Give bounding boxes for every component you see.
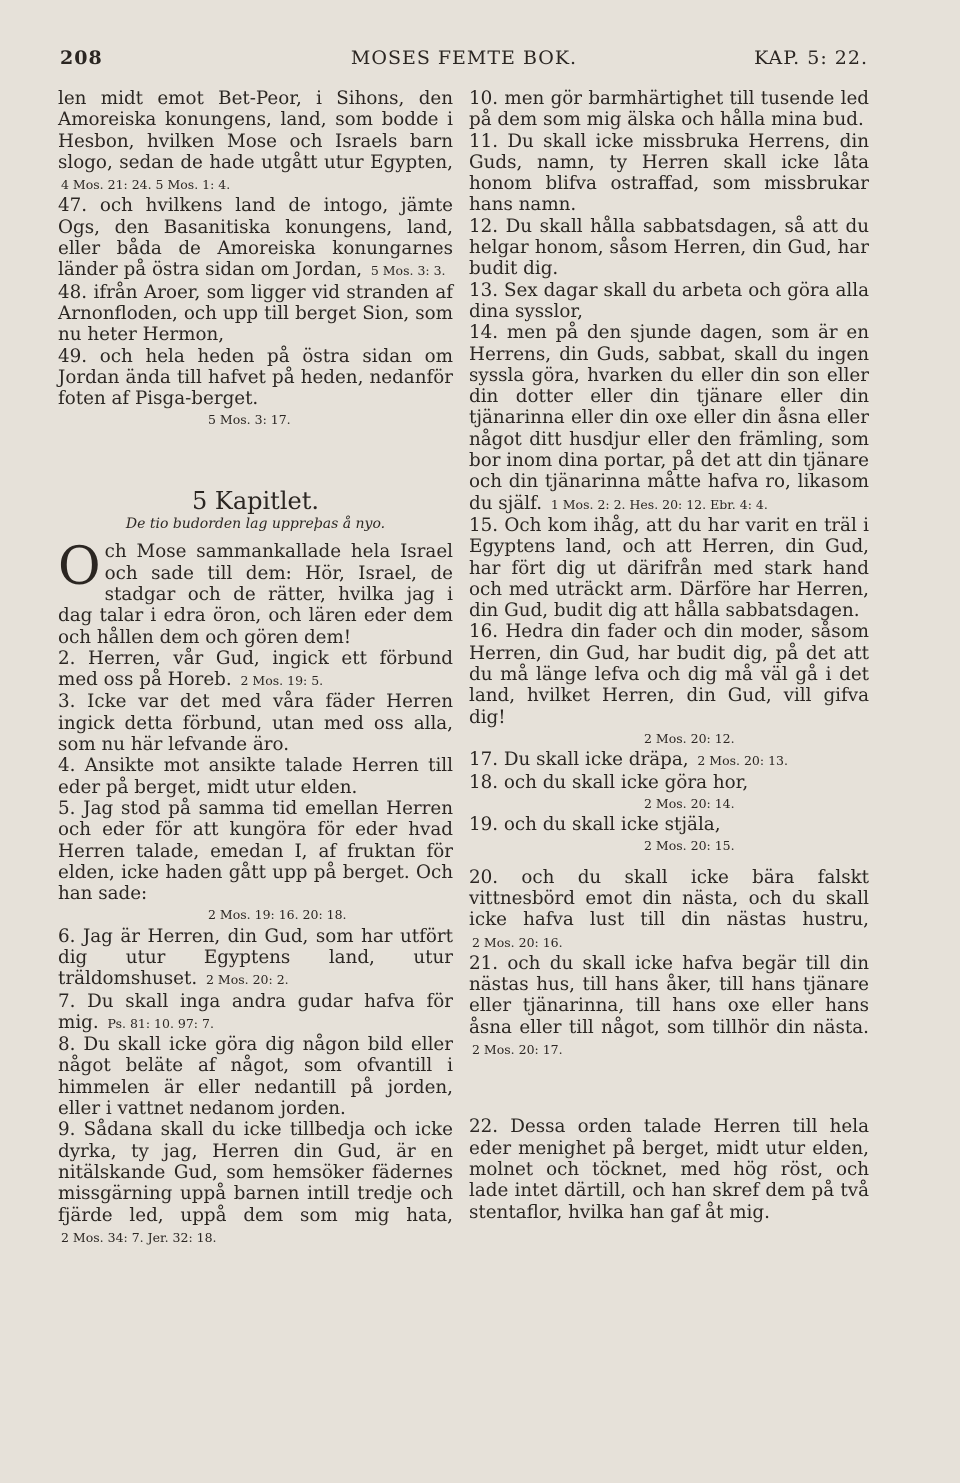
verse-15: 15. Och kom ihåg, att du har varit en träl i Egyptens land, och att Herren, din Gud, har fört dig ut därifrån med stark hand och med uträckt arm. Därföre har Herren, din Gud, budit dig att hålla sabbatsdagen.: [469, 514, 869, 622]
chapter-summary: De tio budorden lag uppreþas å nyo.: [125, 516, 386, 533]
verse-2: [58, 648, 453, 692]
verse-16: 16. Hedra din fader och din moder, såsom Herren, din Gud, har budit dig, på det att du må länge lefva och dig må väl gå i det land, hvilket Herren, din Gud, vill gifva dig!: [469, 621, 869, 728]
verse-48: 48. ifrån Aroer, som ligger vid stranden af Arnonfloden, och upp till berget Sion, som nu heter Hermon,: [58, 281, 453, 346]
verse-13: 13. Sex dagar skall du arbeta och göra alla dina sysslor,: [469, 279, 869, 322]
verse-1: [58, 537, 453, 648]
verse-10: 10. men gör barmhärtighet till tusende led på dem som mig älska och hålla mina bud.: [469, 88, 869, 131]
verse-text: len midt emot Bet-Peor, i Sihons, den Amoreiska konungens, land, som bodde i Hesbon, hvilken Mose och Israels barn slogo, sedan de hade utgått utur Egypten,: [58, 88, 453, 173]
verse-47: [58, 195, 453, 281]
verse-18: 18. och du skall icke göra hor,: [469, 771, 749, 793]
verse-21: [469, 953, 869, 1060]
verse-text: 17. Du skall icke dräpa,: [469, 749, 689, 771]
verse-text: 14. men på den sjunde dagen, som är en Herrens, din Guds, sabbat, skall du ingen syssla göra, hvarken du eller din son eller din dotter eller din tjänare eller din tjänarinna eller din oxe eller din åsna eller något ditt husdjur eller den främling, som bor inom dina portar, på det att din tjänare och din tjänarinna måtte hafva ro, likasom du själf.: [469, 322, 869, 514]
drop-cap: O: [58, 537, 101, 598]
verse-3: 3. Icke var det med våra fäder Herren ingick detta förbund, utan med oss alla, som nu här lefvande äro.: [58, 691, 453, 756]
cross-reference: 2 Mos. 20: 15.: [644, 838, 735, 854]
page-number: 208: [60, 47, 103, 69]
verse-22: 22. Dessa orden talade Herren till hela eder menighet på berget, midt utur elden, molnet och töcknet, med hög röst, och lade intet därtill, och han skref dem på två stentaflor, hvilka han gaf åt mig.: [469, 1116, 869, 1223]
verse-text: 9. Sådana skall du icke tillbedja och icke dyrka, ty jag, Herren din Gud, är en nitälskande Gud, som hemsöker fädernes missgärning uppå barnen intill tredje och fjärde led, uppå dem som mig hata,: [58, 1119, 453, 1226]
cross-reference: 5 Mos. 3: 3.: [370, 263, 446, 279]
verse-46-continued: [58, 88, 453, 195]
verse-19: 19. och du skall icke stjäla,: [469, 814, 721, 836]
verse-text: ch Mose sammankallade hela Israel och sade till dem: Hör, Israel, de stadgar och de rätter, hvilka jag i dag talar i edra öron, och lären eder dem och hållen dem och gören dem!: [58, 541, 453, 648]
verse-5: 5. Jag stod på samma tid emellan Herren och eder för att kungöra för eder hvad Herren talade, emedan I, af fruktan för elden, icke haden gått upp på berget. Och han sade:: [58, 797, 453, 905]
chapter-reference: KAP. 5: 22.: [754, 47, 868, 69]
verse-text: 6. Jag är Herren, din Gud, som har utfört dig utur Egyptens land, utur träldomshuset.: [58, 925, 453, 990]
verse-text: 2. Herren, vår Gud, ingick ett förbund med oss på Horeb.: [58, 647, 453, 691]
verse-12: 12. Du skall hålla sabbatsdagen, så att du helgar honom, såsom Herren, din Gud, har budit dig.: [469, 215, 869, 280]
verse-8: 8. Du skall icke göra dig någon bild eller något beläte af något, som ofvantill i himmelen är eller nedantill på jorden, eller i vattnet nedanom jorden.: [58, 1034, 453, 1120]
verse-text: 47. och hvilkens land de intogo, jämte Ogs, den Basanitiska konungens, land, eller båda de Amoreiska konungarnes länder på östra sidan om Jordan,: [58, 195, 453, 281]
verse-text: 21. och du skall icke hafva begär till din nästas hus, till hans åker, till hans tjänare eller tjänarinna, till hans oxe eller hans åsna eller till något, som tillhör din nästa.: [469, 952, 869, 1038]
verse-49: 49. och hela heden på östra sidan om Jordan ända till hafvet på heden, nedanför foten af Pisga-berget.: [58, 345, 453, 410]
cross-reference: Ps. 81: 10. 97: 7.: [107, 1015, 214, 1031]
cross-reference: 2 Mos. 20: 16.: [472, 934, 563, 950]
verse-4: 4. Ansikte mot ansikte talade Herren till eder på berget, midt utur elden.: [58, 755, 453, 798]
verse-17: [469, 749, 869, 771]
cross-reference: 1 Mos. 2: 2. Hes. 20: 12. Ebr. 4: 4.: [550, 496, 768, 512]
running-header: [60, 47, 868, 79]
verse-20: [469, 867, 869, 953]
cross-reference: 2 Mos. 34: 7. Jer. 32: 18.: [61, 1229, 217, 1245]
cross-reference: 2 Mos. 19: 16. 20: 18.: [208, 907, 347, 923]
verse-text: 20. och du skall icke bära falskt vittnesbörd emot din nästa, och du skall icke hafva lust till din nästas hustru,: [469, 866, 869, 931]
book-title: MOSES FEMTE BOK.: [350, 47, 578, 69]
cross-reference: 2 Mos. 19: 5.: [240, 673, 324, 689]
verse-6: [58, 926, 453, 991]
left-column: [58, 88, 453, 1248]
verse-11: 11. Du skall icke missbruka Herrens, din Guds, namn, ty Herren skall icke låta honom blifva ostraffad, som missbrukar hans namn.: [469, 130, 869, 216]
cross-reference: 4 Mos. 21: 24. 5 Mos. 1: 4.: [61, 177, 231, 193]
cross-reference: 2 Mos. 20: 14.: [644, 795, 735, 811]
cross-reference: 2 Mos. 20: 12.: [644, 730, 735, 746]
verse-text: 7. Du skall inga andra gudar hafva för mig.: [58, 990, 453, 1033]
verse-14: [469, 322, 869, 515]
right-column: [469, 88, 869, 1223]
verse-7: [58, 991, 453, 1035]
cross-reference: 2 Mos. 20: 13.: [697, 753, 788, 769]
cross-reference: 2 Mos. 20: 17.: [472, 1042, 563, 1058]
cross-reference: 2 Mos. 20: 2.: [205, 972, 289, 988]
chapter-heading: 5 Kapitlet.: [192, 486, 319, 515]
cross-reference: 5 Mos. 3: 17.: [208, 412, 291, 428]
verse-9: [58, 1119, 453, 1248]
